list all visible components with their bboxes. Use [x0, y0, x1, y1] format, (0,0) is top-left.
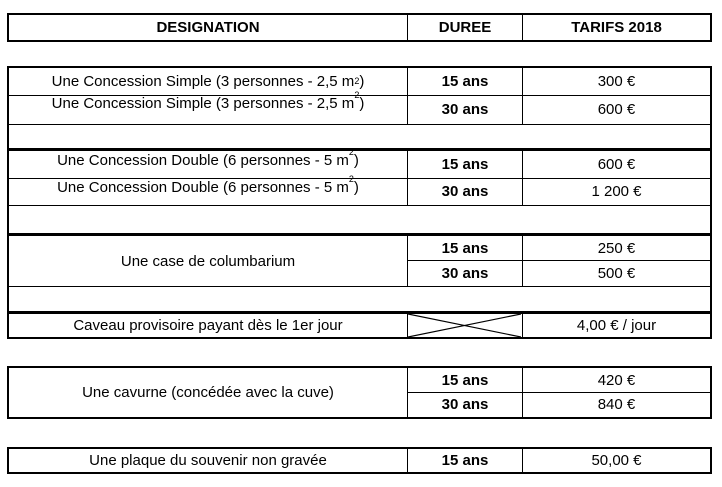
duree-cell: 15 ans [407, 151, 522, 178]
tarif-cell: 300 € [522, 68, 710, 95]
duree-cell: 15 ans [407, 68, 522, 95]
tarif-cell: 500 € [522, 260, 710, 286]
designation-caveau: Caveau provisoire payant dès le 1er jour [73, 317, 343, 334]
designation-concession-simple-15: Une Concession Simple (3 personnes - 2,5 m 2 ) [51, 72, 365, 90]
tarif-cell: 1 200 € [522, 178, 710, 205]
tarif-cell: 600 € [522, 151, 710, 178]
section-concession-simple [7, 66, 712, 150]
tarif-cell: 420 € [522, 368, 710, 392]
duree-cell: 15 ans [407, 236, 522, 260]
designation-text: Une Concession Simple (3 personnes - 2,5 m [51, 72, 355, 90]
designation-suffix: ) [353, 179, 359, 196]
tarif-cell: 50,00 € [522, 449, 710, 472]
designation-concession-simple-30: Une Concession Simple (3 personnes - 2,5 m 2 ) [51, 90, 365, 112]
designation-text: Une Concession Double (6 personnes - 5 m [57, 179, 349, 196]
designation-columbarium: Une case de columbarium [120, 252, 296, 270]
designation-plaque: Une plaque du souvenir non gravée [89, 452, 327, 469]
designation-text: Une Concession Double (6 personnes - 5 m [57, 152, 349, 169]
section-plaque [7, 447, 712, 474]
tarif-cell: 250 € [522, 236, 710, 260]
duree-cell: 15 ans [407, 449, 522, 472]
duree-cell: 30 ans [407, 392, 522, 417]
designation-concession-double-15: Une Concession Double (6 personnes - 5 m 2 ) [57, 147, 359, 169]
designation-suffix: ) [359, 72, 365, 90]
header-duree: DUREE [407, 15, 522, 40]
designation-concession-double-30: Une Concession Double (6 personnes - 5 m 2 ) [57, 174, 359, 196]
duree-cell: 15 ans [407, 368, 522, 392]
duree-cell-crossed [407, 314, 522, 337]
section-columbarium [7, 234, 712, 313]
duree-cell: 30 ans [407, 95, 522, 124]
header-row [7, 13, 712, 42]
duree-cell: 30 ans [407, 178, 522, 205]
section-cavurne [7, 366, 712, 419]
designation-text: Une Concession Simple (3 personnes - 2,5 m [51, 95, 355, 112]
cross-mark-icon [408, 314, 521, 337]
header-tarifs: TARIFS 2018 [522, 15, 710, 40]
section-caveau [7, 312, 712, 339]
tarif-cell: 840 € [522, 392, 710, 417]
designation-cavurne: Une cavurne (concédée avec la cuve) [82, 384, 334, 401]
section-concession-double [7, 149, 712, 235]
tarif-cell: 4,00 € / jour [522, 314, 710, 337]
designation-suffix: ) [353, 152, 359, 169]
designation-suffix: ) [359, 95, 365, 112]
duree-cell: 30 ans [407, 260, 522, 286]
tarif-cell: 600 € [522, 95, 710, 124]
header-designation: DESIGNATION [156, 19, 260, 36]
